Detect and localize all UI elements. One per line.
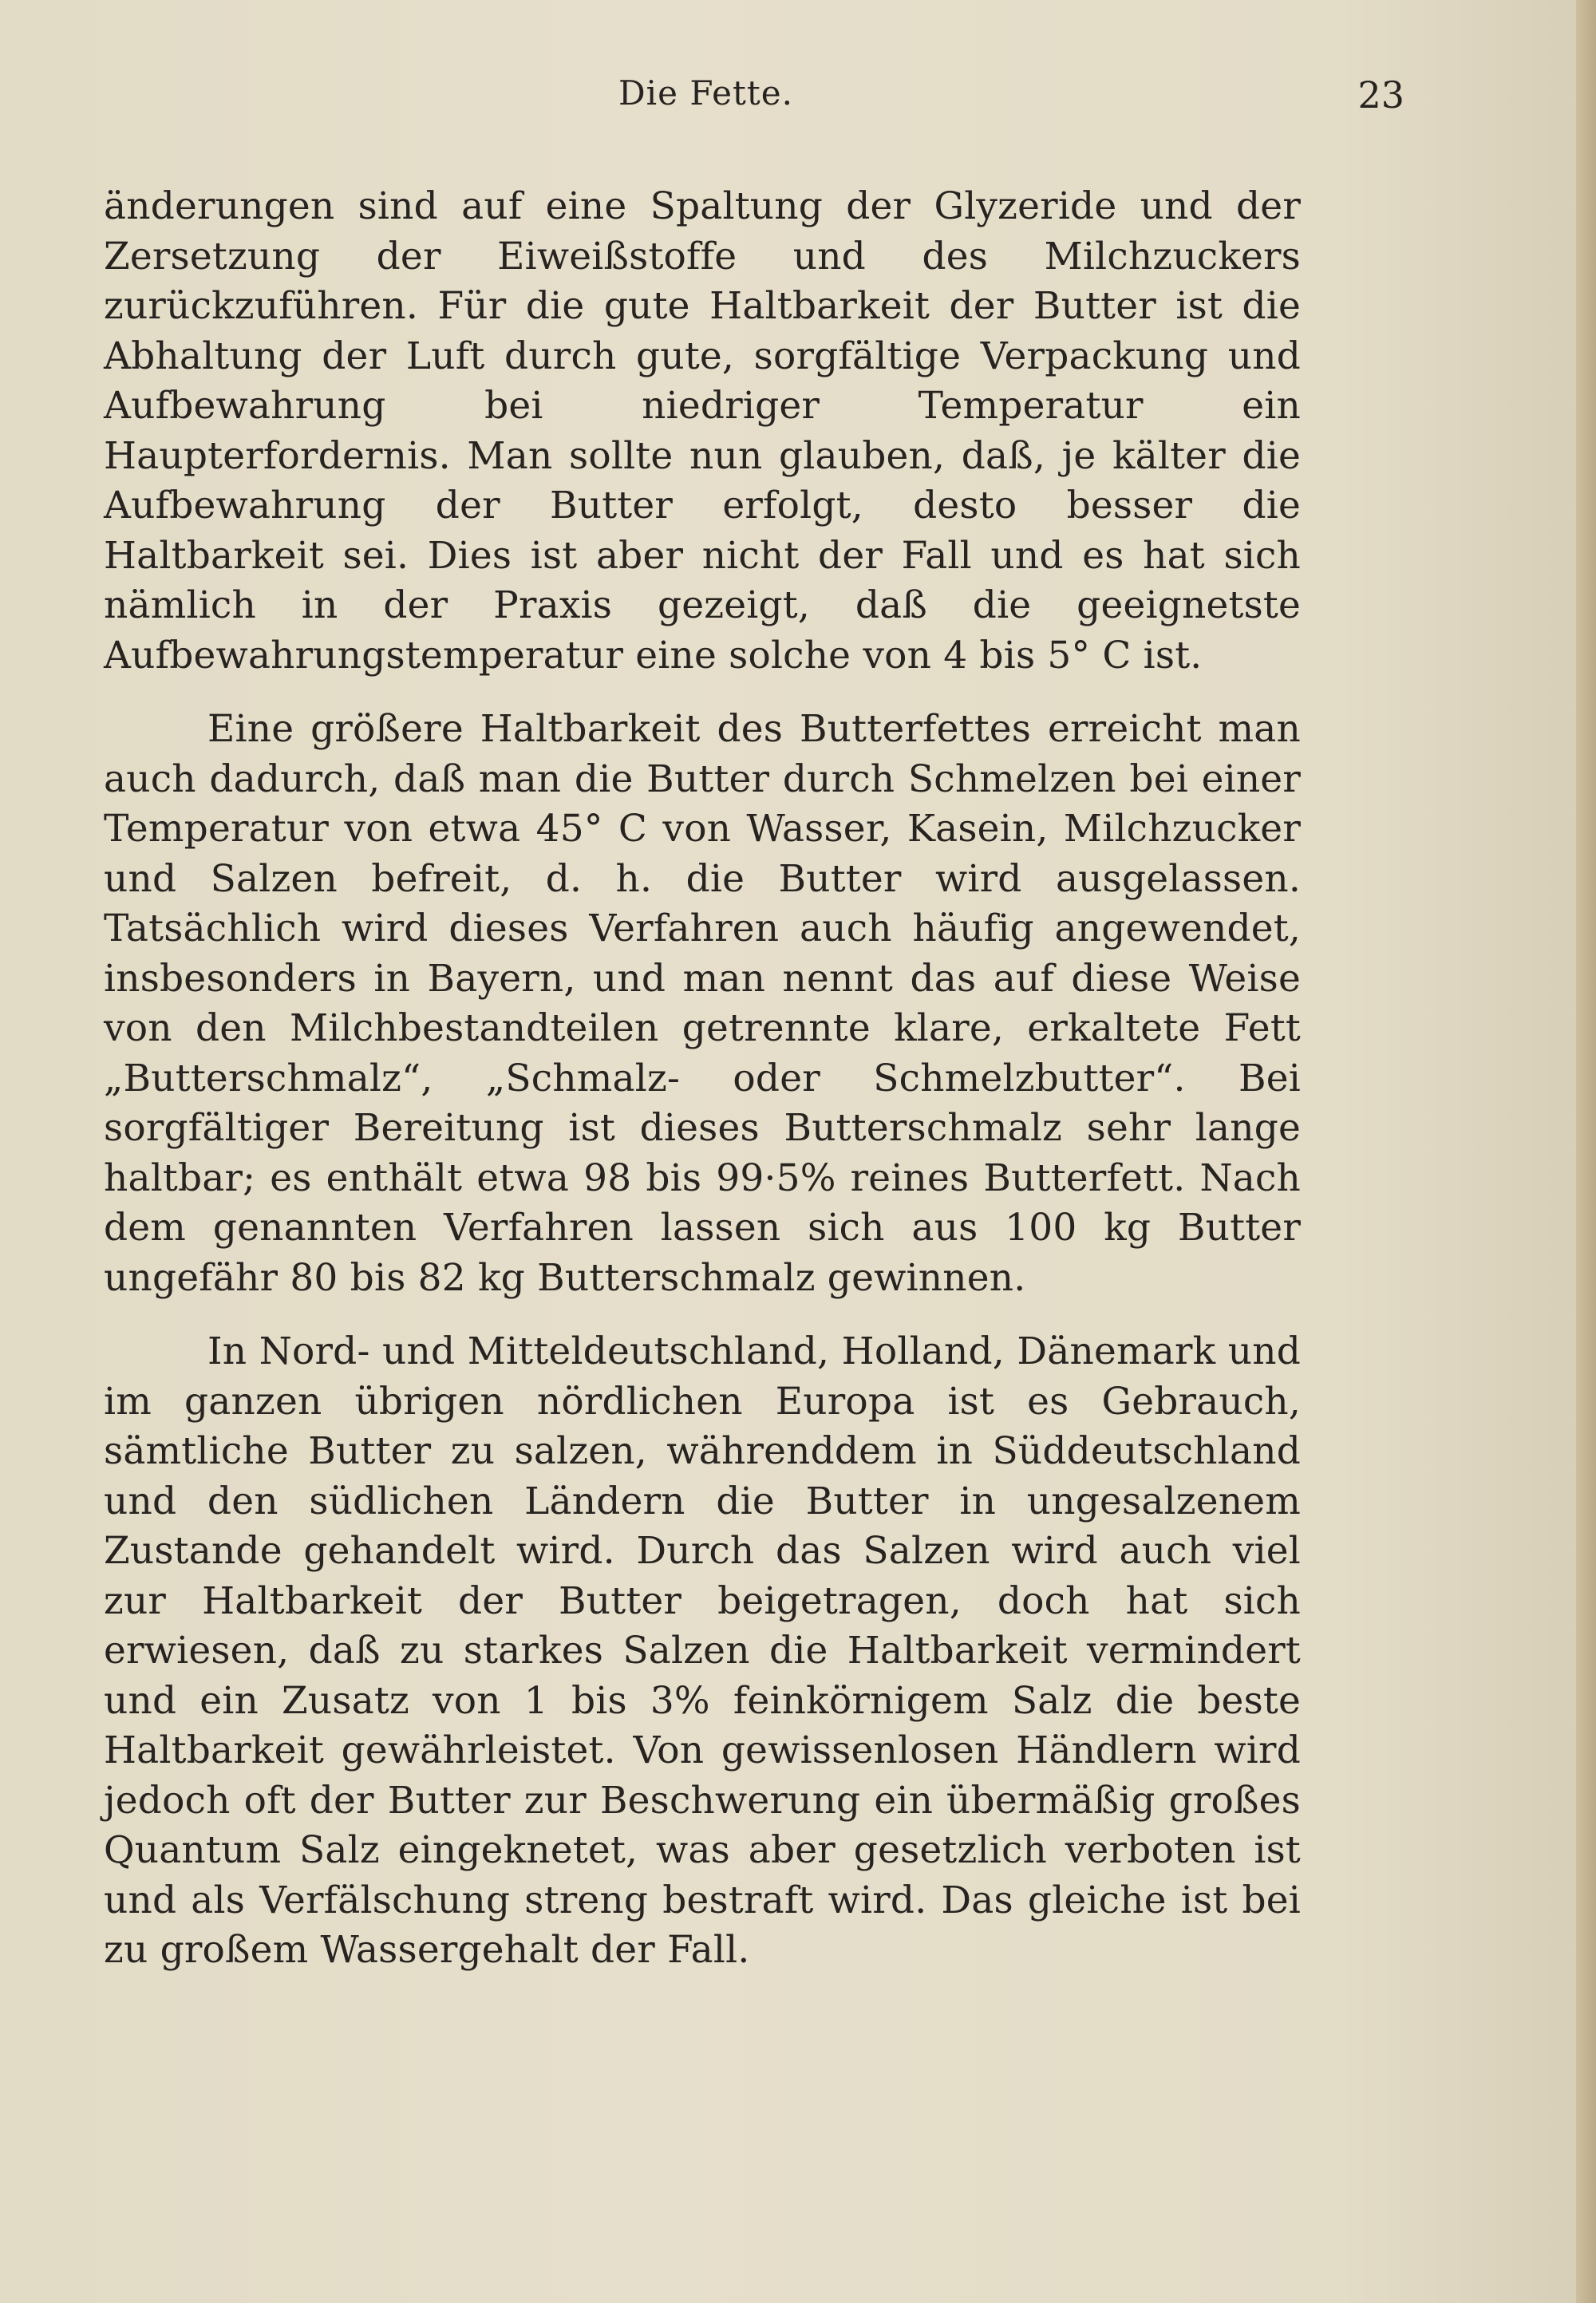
page-header bbox=[104, 73, 1404, 129]
body-text bbox=[104, 182, 1301, 1976]
paragraph-3: In Nord- und Mitteldeutschland, Holland, Dänemark und im ganzen übrigen nördlichen Europa ist es Gebrauch, sämtliche Butter zu salzen, währenddem in Süddeutschland und den südlichen Ländern die Butter in ungesalzenem Zustande gehandelt wird. Durch das Salzen wird auch viel zur Haltbarkeit der Butter beigetragen, doch hat sich erwiesen, daß zu starkes Salzen die Haltbarkeit vermindert und ein Zusatz von 1 bis 3% feinkörnigem Salz die beste Haltbarkeit gewährleistet. Von gewissenlosen Händlern wird jedoch oft der Butter zur Beschwerung ein übermäßig großes Quantum Salz eingeknetet, was aber gesetzlich verboten ist und als Verfälschung streng bestraft wird. Das gleiche ist bei zu großem Wassergehalt der Fall. bbox=[104, 1329, 1301, 1972]
page-number: 23 bbox=[1357, 73, 1404, 117]
paragraph-2: Eine größere Haltbarkeit des Butterfettes erreicht man auch dadurch, daß man die Butter durch Schmelzen bei einer Temperatur von etwa 45° C von Wasser, Kasein, Milchzucker und Salzen befreit, d. h. die Butter wird ausgelassen. Tatsächlich wird dieses Verfahren auch häufig angewendet, insbesonders in Bayern, und man nennt das auf diese Weise von den Milchbestandteilen getrennte klare, erkaltete Fett „Butterschmalz“, „Schmalz- oder Schmelzbutter“. Bei sorgfältiger Bereitung ist dieses Butterschmalz sehr lange haltbar; es enthält etwa 98 bis 99·5% reines Butterfett. Nach dem genannten Verfahren lassen sich aus 100 kg Butter ungefähr 80 bis 82 kg Butterschmalz gewinnen. bbox=[104, 707, 1301, 1300]
running-title: Die Fette. bbox=[618, 73, 793, 113]
paragraph-1: änderungen sind auf eine Spaltung der Glyzeride und der Zersetzung der Eiweißstoffe und des Milchzuckers zurückzuführen. Für die gute Haltbarkeit der Butter ist die Abhaltung der Luft durch gute, sorgfältige Verpackung und Aufbewahrung bei niedriger Temperatur ein Haupterfordernis. Man sollte nun glauben, daß, je kälter die Aufbewahrung der Butter erfolgt, desto besser die Haltbarkeit sei. Dies ist aber nicht der Fall und es hat sich nämlich in der Praxis gezeigt, daß die geeignetste Aufbewahrungstemperatur eine solche von 4 bis 5° C ist. bbox=[104, 184, 1301, 677]
page-edge bbox=[1576, 0, 1596, 2303]
